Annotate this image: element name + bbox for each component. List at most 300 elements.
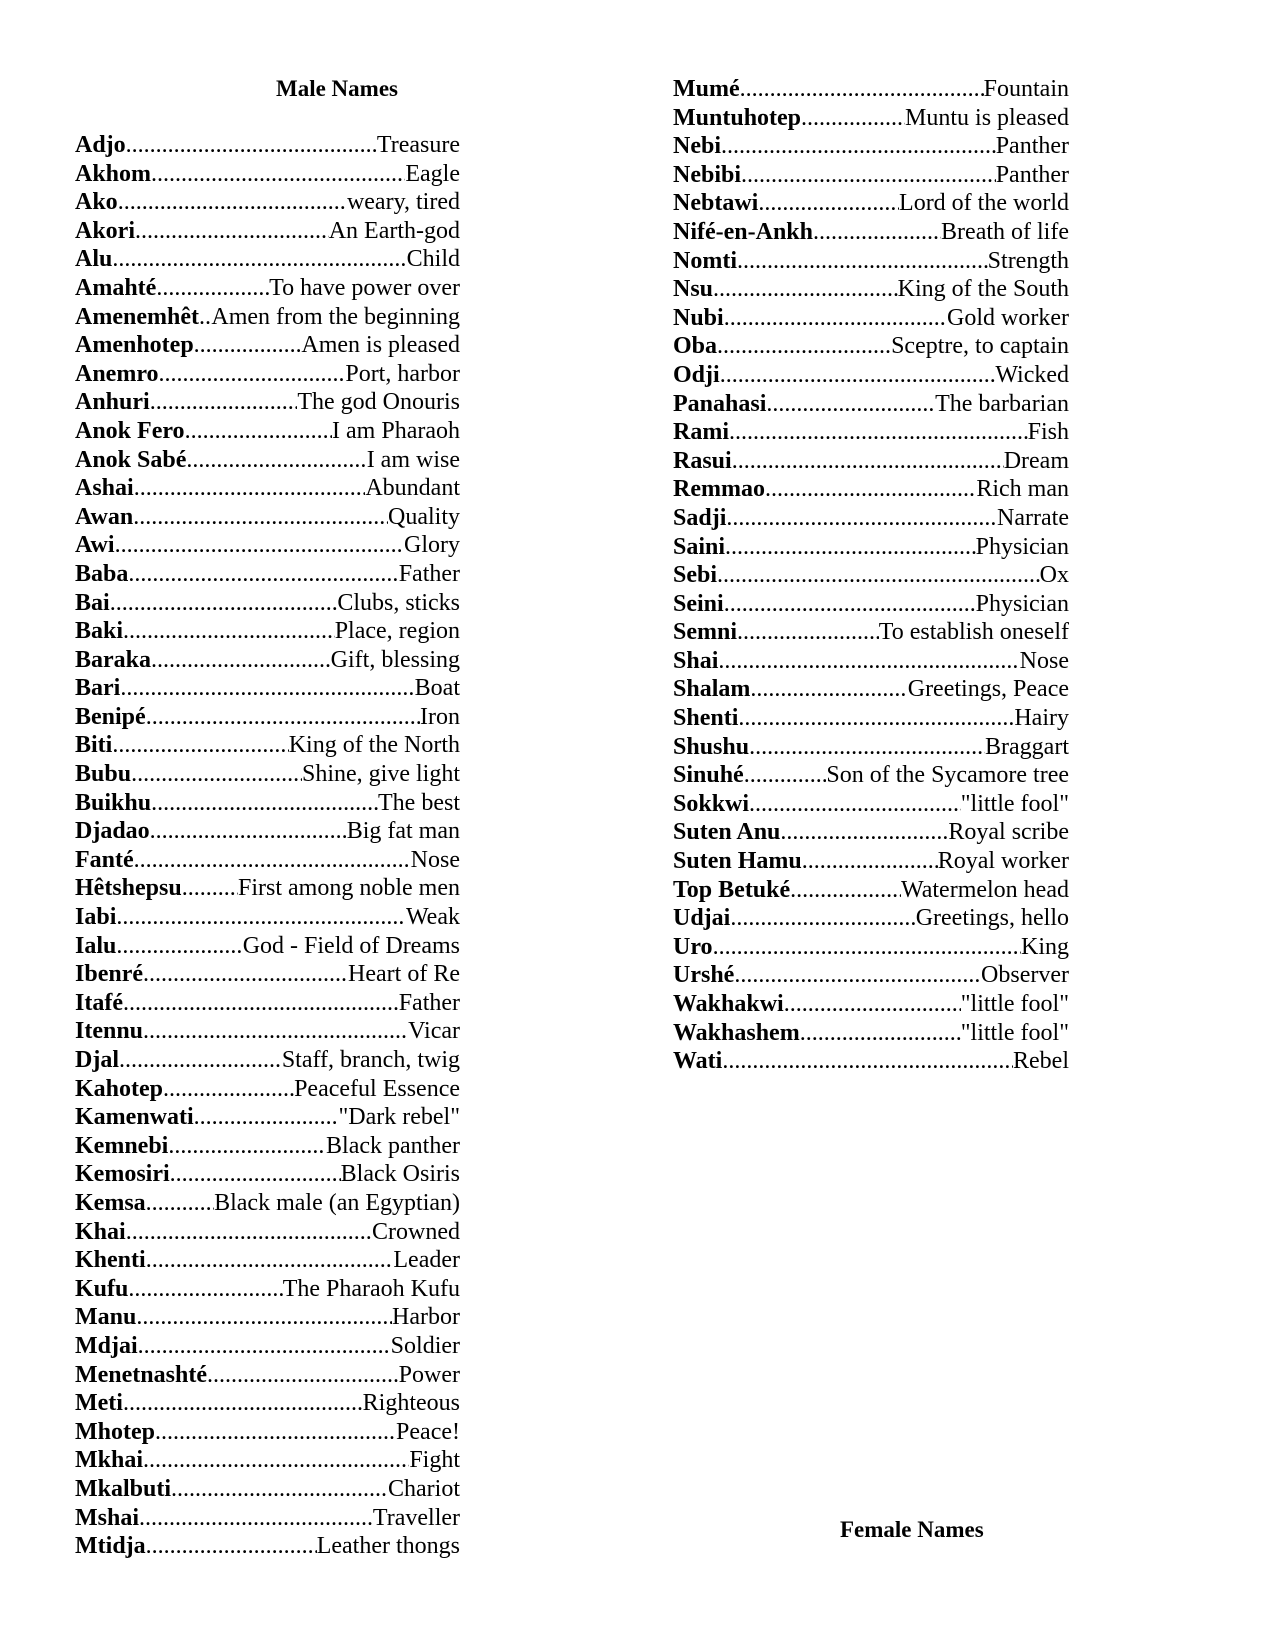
- entry-meaning: Son of the Sycamore tree: [826, 762, 1069, 789]
- name-entry: [75, 617, 460, 646]
- name-entry: [75, 1189, 460, 1218]
- dot-leader: [128, 560, 398, 589]
- entry-meaning: Gold worker: [947, 304, 1069, 331]
- dot-leader: [133, 503, 388, 532]
- name-entry: [75, 1389, 460, 1418]
- entry-name: Akhom: [75, 160, 152, 187]
- entry-meaning: Lord of the world: [899, 190, 1069, 217]
- entry-name: Khai: [75, 1218, 126, 1245]
- dot-leader: [725, 533, 976, 562]
- entry-name: Bari: [75, 675, 121, 702]
- entry-meaning: "little fool": [960, 1019, 1069, 1046]
- entry-name: Wakhakwi: [673, 991, 784, 1017]
- entry-meaning: Eagle: [405, 160, 460, 187]
- entry-meaning: Soldier: [390, 1332, 460, 1359]
- name-entry: [75, 1132, 460, 1161]
- name-entry: [75, 1418, 460, 1447]
- name-entry: [75, 874, 460, 903]
- dot-leader: [112, 245, 406, 274]
- entry-meaning: The Pharaoh Kufu: [282, 1275, 460, 1302]
- dot-leader: [116, 903, 406, 932]
- dot-leader: [749, 733, 985, 762]
- entry-meaning: Fight: [409, 1447, 460, 1474]
- dot-leader: [185, 417, 332, 446]
- entry-name: Nifé-en-Ankh: [673, 218, 814, 245]
- entry-meaning: Nose: [1019, 647, 1069, 674]
- entry-meaning: Sceptre, to captain: [891, 333, 1069, 360]
- entry-meaning: Abundant: [365, 475, 460, 502]
- dot-leader: [741, 161, 996, 190]
- entry-name: Urshé: [673, 962, 735, 989]
- dot-leader: [790, 876, 901, 905]
- dot-leader: [713, 275, 898, 304]
- name-entry: [673, 332, 1069, 361]
- dot-leader: [110, 589, 338, 618]
- entry-name: Rami: [673, 419, 729, 446]
- entry-meaning: weary, tired: [346, 189, 460, 216]
- dot-leader: [150, 817, 347, 846]
- name-entry: [75, 789, 460, 818]
- name-entry: [75, 560, 460, 589]
- dot-leader: [135, 217, 329, 246]
- name-entry: [75, 1246, 460, 1275]
- entry-meaning: To establish oneself: [878, 619, 1069, 646]
- dot-leader: [717, 561, 1040, 590]
- entry-meaning: Heart of Re: [348, 961, 460, 988]
- dot-leader: [194, 331, 302, 360]
- entry-name: Sokkwi: [673, 790, 750, 817]
- dot-leader: [168, 1132, 326, 1161]
- entry-meaning: An Earth-god: [328, 217, 460, 244]
- entry-name: Nebtawi: [673, 190, 759, 217]
- name-entry: [673, 533, 1069, 562]
- dot-leader: [170, 1160, 341, 1189]
- name-entry: [75, 503, 460, 532]
- name-entry: [75, 1361, 460, 1390]
- dot-leader: [159, 360, 346, 389]
- dot-leader: [744, 761, 827, 790]
- dot-leader: [724, 304, 947, 333]
- dot-leader: [116, 932, 242, 961]
- entry-meaning: Amen is pleased: [301, 332, 460, 359]
- entry-meaning: Breath of life: [941, 218, 1069, 245]
- entry-name: Kahotep: [75, 1075, 164, 1102]
- dot-leader: [146, 1532, 317, 1561]
- name-entry: [75, 989, 460, 1018]
- entry-meaning: Father: [398, 989, 460, 1016]
- entry-name: Mdjai: [75, 1332, 138, 1359]
- dot-leader: [802, 847, 938, 876]
- name-entry: [75, 703, 460, 732]
- name-entry: [673, 390, 1069, 419]
- entry-name: Anok Fero: [75, 417, 185, 444]
- entry-meaning: Panther: [995, 161, 1069, 188]
- name-entry: [673, 590, 1069, 619]
- entry-name: Itafé: [75, 989, 123, 1016]
- name-entry: [75, 446, 460, 475]
- name-entry: [673, 618, 1069, 647]
- dot-leader: [126, 131, 377, 160]
- name-entry: [673, 761, 1069, 790]
- entry-name: Amenhotep: [75, 332, 194, 359]
- entry-meaning: Black Osiris: [340, 1161, 460, 1188]
- name-entry: [75, 932, 460, 961]
- entry-name: Mshai: [75, 1504, 140, 1531]
- entry-meaning: To have power over: [269, 274, 460, 301]
- entry-name: Biti: [75, 732, 113, 759]
- dot-leader: [801, 104, 905, 133]
- name-entry: [75, 160, 460, 189]
- male-names-list-right: [673, 75, 1069, 1076]
- entry-meaning: Physician: [975, 590, 1069, 617]
- entry-name: Ibenré: [75, 961, 143, 988]
- name-entry: [673, 275, 1069, 304]
- entry-meaning: Peace!: [396, 1418, 460, 1445]
- entry-meaning: Muntu is pleased: [905, 104, 1069, 131]
- dot-leader: [758, 189, 899, 218]
- name-entry: [75, 531, 460, 560]
- entry-name: Kemnebi: [75, 1132, 169, 1159]
- entry-name: Shushu: [673, 733, 750, 760]
- dot-leader: [784, 990, 961, 1019]
- entry-name: Rasui: [673, 447, 732, 474]
- entry-meaning: Power: [398, 1361, 460, 1388]
- dot-leader: [115, 531, 404, 560]
- entry-meaning: King of the South: [897, 276, 1069, 303]
- dot-leader: [718, 647, 1019, 676]
- entry-meaning: The barbarian: [935, 390, 1069, 417]
- entry-meaning: Fish: [1027, 419, 1069, 446]
- entry-meaning: "little fool": [960, 991, 1069, 1017]
- entry-meaning: King of the North: [288, 732, 460, 759]
- entry-meaning: Shine, give light: [302, 761, 460, 788]
- name-entry: [75, 188, 460, 217]
- entry-name: Semni: [673, 619, 738, 646]
- entry-name: Kemosiri: [75, 1161, 170, 1188]
- entry-meaning: Child: [406, 246, 460, 273]
- entry-meaning: Wicked: [995, 361, 1069, 388]
- dot-leader: [123, 1389, 363, 1418]
- entry-name: Shalam: [673, 676, 751, 703]
- entry-name: Itennu: [75, 1018, 144, 1045]
- entry-meaning: Leather thongs: [316, 1533, 460, 1560]
- entry-name: Nubi: [673, 304, 724, 331]
- entry-name: Nebi: [673, 133, 721, 160]
- entry-name: Shai: [673, 647, 719, 674]
- entry-name: Suten Hamu: [673, 848, 802, 875]
- entry-name: Ako: [75, 189, 118, 216]
- dot-leader: [722, 1047, 1013, 1076]
- name-entry: [673, 1047, 1069, 1076]
- entry-meaning: Physician: [975, 533, 1069, 560]
- entry-meaning: Rich man: [976, 476, 1069, 503]
- name-entry: [673, 189, 1069, 218]
- entry-name: Fanté: [75, 846, 134, 873]
- entry-name: Anhuri: [75, 389, 150, 416]
- name-entry: [75, 589, 460, 618]
- name-entry: [673, 475, 1069, 504]
- entry-name: Sebi: [673, 562, 718, 589]
- entry-meaning: Place, region: [334, 618, 460, 645]
- entry-meaning: Amen from the beginning: [211, 303, 460, 330]
- entry-name: Sadji: [673, 504, 727, 531]
- name-entry: [673, 447, 1069, 476]
- entry-name: Sinuhé: [673, 762, 744, 789]
- entry-name: Buikhu: [75, 789, 152, 816]
- entry-meaning: Royal worker: [937, 848, 1069, 875]
- name-entry: [673, 904, 1069, 933]
- entry-meaning: Narrate: [997, 504, 1069, 531]
- entry-name: Odji: [673, 361, 720, 388]
- dot-leader: [194, 1103, 339, 1132]
- name-entry: [673, 675, 1069, 704]
- dot-leader: [131, 760, 302, 789]
- name-entry: [75, 1160, 460, 1189]
- entry-name: Menetnashté: [75, 1361, 207, 1388]
- entry-name: Baraka: [75, 646, 152, 673]
- entry-name: Awan: [75, 503, 134, 530]
- name-entry: [75, 760, 460, 789]
- name-entry: [673, 75, 1069, 104]
- dot-leader: [163, 1075, 294, 1104]
- dot-leader: [146, 1189, 214, 1218]
- name-entry: [673, 876, 1069, 905]
- dot-leader: [713, 933, 1021, 962]
- entry-name: Suten Anu: [673, 819, 781, 846]
- dot-leader: [143, 1017, 408, 1046]
- entry-meaning: Quality: [388, 503, 460, 530]
- name-entry: [673, 132, 1069, 161]
- entry-meaning: Treasure: [376, 132, 460, 158]
- name-entry: [75, 1446, 460, 1475]
- name-entry: [75, 1532, 460, 1561]
- dot-leader: [186, 446, 366, 475]
- name-entry: [75, 360, 460, 389]
- entry-meaning: Nose: [410, 846, 460, 873]
- entry-meaning: Royal scribe: [948, 819, 1069, 846]
- name-entry: [75, 846, 460, 875]
- entry-meaning: Strength: [987, 247, 1069, 274]
- name-entry: [75, 274, 460, 303]
- dot-leader: [138, 1332, 391, 1361]
- entry-name: Meti: [75, 1390, 123, 1417]
- name-entry: [75, 131, 460, 160]
- entry-name: Benipé: [75, 703, 146, 730]
- entry-meaning: Glory: [404, 532, 460, 559]
- entry-meaning: Father: [398, 560, 460, 587]
- entry-name: Wati: [673, 1048, 723, 1075]
- name-entry: [673, 818, 1069, 847]
- entry-meaning: Fountain: [983, 76, 1069, 102]
- entry-meaning: Righteous: [362, 1390, 460, 1417]
- entry-name: Bai: [75, 589, 110, 616]
- dot-leader: [143, 960, 348, 989]
- name-entry: [673, 504, 1069, 533]
- entry-meaning: Peaceful Essence: [294, 1075, 460, 1102]
- entry-meaning: First among noble men: [238, 875, 460, 902]
- entry-name: Udjai: [673, 905, 731, 932]
- dot-leader: [146, 703, 420, 732]
- entry-name: Wakhashem: [673, 1019, 800, 1046]
- dot-leader: [151, 646, 331, 675]
- entry-meaning: Ox: [1039, 562, 1069, 589]
- name-entry: [673, 933, 1069, 962]
- dot-leader: [730, 904, 915, 933]
- name-entry: [75, 903, 460, 932]
- entry-name: Amenemhêt: [75, 303, 199, 330]
- entry-name: Kamenwati: [75, 1104, 194, 1131]
- entry-meaning: I am wise: [366, 446, 460, 473]
- entry-meaning: The god Onouris: [297, 389, 460, 416]
- dot-leader: [737, 247, 988, 276]
- name-entry: [75, 1275, 460, 1304]
- dot-leader: [199, 303, 211, 332]
- entry-meaning: Rebel: [1013, 1048, 1069, 1075]
- entry-name: Anemro: [75, 360, 159, 387]
- entry-name: Remmao: [673, 476, 765, 503]
- name-entry: [75, 1046, 460, 1075]
- dot-leader: [150, 388, 298, 417]
- dot-leader: [120, 674, 414, 703]
- dot-leader: [128, 1275, 282, 1304]
- entry-meaning: God - Field of Dreams: [242, 932, 460, 959]
- name-entry: [75, 1475, 460, 1504]
- dot-leader: [750, 675, 907, 704]
- entry-meaning: Gift, blessing: [330, 646, 460, 673]
- name-entry: [75, 731, 460, 760]
- name-entry: [75, 217, 460, 246]
- entry-name: Iabi: [75, 904, 117, 931]
- dot-leader: [729, 418, 1028, 447]
- entry-meaning: Staff, branch, twig: [281, 1047, 460, 1073]
- dot-leader: [123, 989, 399, 1018]
- dot-leader: [740, 75, 984, 104]
- dot-leader: [800, 1019, 961, 1048]
- entry-meaning: Weak: [405, 904, 460, 931]
- entry-name: Khenti: [75, 1247, 146, 1274]
- entry-name: Akori: [75, 217, 135, 244]
- entry-meaning: Clubs, sticks: [337, 589, 460, 616]
- entry-name: Ashai: [75, 475, 134, 502]
- name-entry: [75, 1075, 460, 1104]
- name-entry: [75, 474, 460, 503]
- female-names-heading: Female Names: [840, 1517, 984, 1542]
- entry-name: Nebibi: [673, 161, 742, 188]
- name-entry: [75, 960, 460, 989]
- entry-name: Kufu: [75, 1275, 129, 1302]
- dot-leader: [134, 474, 366, 503]
- name-entry: [673, 161, 1069, 190]
- dot-leader: [749, 790, 961, 819]
- entry-meaning: I am Pharaoh: [332, 417, 460, 444]
- dot-leader: [720, 361, 996, 390]
- name-entry: [75, 1218, 460, 1247]
- name-entry: [75, 817, 460, 846]
- dot-leader: [766, 390, 935, 419]
- entry-meaning: Vicar: [408, 1018, 460, 1045]
- name-entry: [673, 561, 1069, 590]
- entry-name: Muntuhotep: [673, 104, 802, 131]
- entry-name: Djadao: [75, 818, 150, 845]
- name-entry: [673, 1019, 1069, 1048]
- entry-meaning: Leader: [393, 1247, 460, 1274]
- dot-leader: [123, 617, 335, 646]
- name-entry: [673, 847, 1069, 876]
- dot-leader: [136, 1303, 392, 1332]
- entry-meaning: "little fool": [960, 790, 1069, 817]
- entry-meaning: Harbor: [392, 1304, 460, 1331]
- name-entry: [75, 417, 460, 446]
- entry-meaning: Greetings, hello: [915, 905, 1069, 932]
- entry-name: Bubu: [75, 761, 132, 788]
- entry-name: Oba: [673, 333, 718, 360]
- entry-meaning: Chariot: [388, 1475, 460, 1502]
- dot-leader: [126, 1218, 372, 1247]
- dot-leader: [139, 1504, 373, 1533]
- entry-name: Baba: [75, 560, 129, 587]
- entry-meaning: Panther: [995, 133, 1069, 160]
- name-entry: [75, 1103, 460, 1132]
- entry-name: Kemsa: [75, 1189, 146, 1216]
- dot-leader: [717, 332, 891, 361]
- dot-leader: [112, 731, 288, 760]
- name-entry: [75, 1017, 460, 1046]
- entry-meaning: Black male (an Egyptian): [214, 1189, 460, 1216]
- entry-name: Manu: [75, 1304, 137, 1331]
- dot-leader: [146, 1246, 394, 1275]
- name-entry: [673, 304, 1069, 333]
- entry-name: Mumé: [673, 76, 740, 102]
- dot-leader: [724, 590, 976, 619]
- entry-meaning: Watermelon head: [901, 876, 1069, 903]
- entry-meaning: Braggart: [985, 733, 1069, 760]
- entry-name: Mtidja: [75, 1533, 146, 1560]
- entry-meaning: Black panther: [326, 1132, 460, 1159]
- name-entry: [75, 331, 460, 360]
- dot-leader: [155, 1418, 396, 1447]
- name-entry: [673, 418, 1069, 447]
- entry-meaning: Port, harbor: [345, 360, 460, 387]
- entry-name: Amahté: [75, 274, 157, 301]
- male-names-heading: Male Names: [276, 76, 398, 101]
- name-entry: [75, 1303, 460, 1332]
- entry-name: Mkalbuti: [75, 1475, 172, 1502]
- dot-leader: [151, 160, 405, 189]
- dot-leader: [182, 874, 238, 903]
- dot-leader: [721, 132, 996, 161]
- entry-name: Djal: [75, 1047, 119, 1073]
- dot-leader: [143, 1446, 409, 1475]
- dot-leader: [207, 1361, 399, 1390]
- entry-name: Saini: [673, 533, 726, 560]
- entry-meaning: King: [1021, 933, 1069, 960]
- male-names-list-left: [75, 131, 460, 1561]
- dot-leader: [171, 1475, 388, 1504]
- entry-name: Mkhai: [75, 1447, 144, 1474]
- name-entry: [673, 704, 1069, 733]
- entry-meaning: Big fat man: [346, 818, 460, 845]
- name-entry: [673, 961, 1069, 990]
- name-entry: [75, 388, 460, 417]
- name-entry: [75, 303, 460, 332]
- dot-leader: [151, 789, 378, 818]
- entry-name: Alu: [75, 246, 113, 273]
- entry-name: Awi: [75, 532, 115, 559]
- entry-name: Shenti: [673, 705, 739, 732]
- dot-leader: [118, 188, 347, 217]
- entry-name: Seini: [673, 590, 724, 617]
- name-entry: [673, 790, 1069, 819]
